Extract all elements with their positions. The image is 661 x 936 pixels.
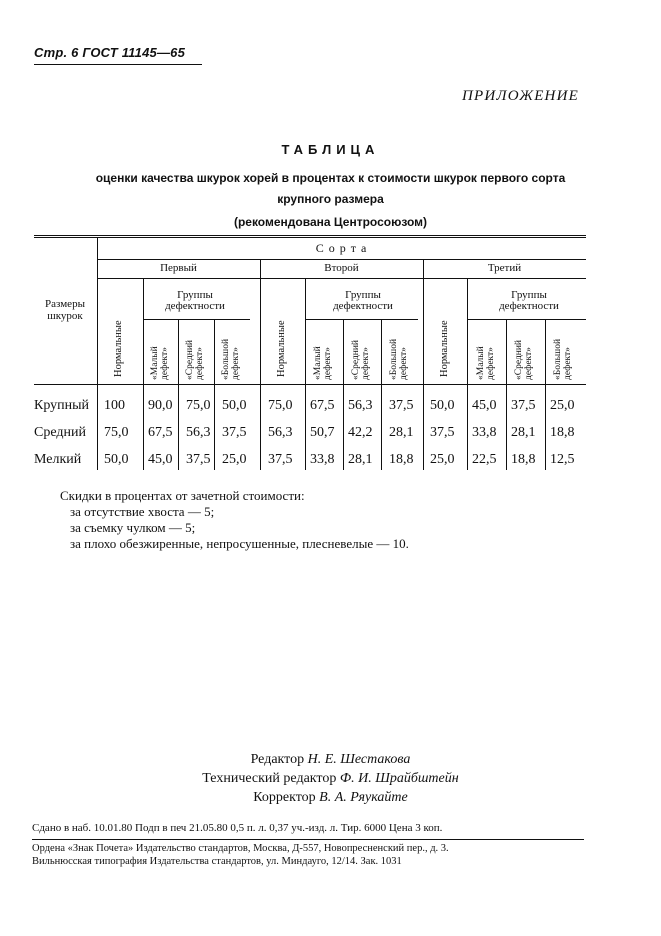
vrule-d23 (381, 319, 382, 470)
table-cell: 28,1 (348, 452, 373, 467)
corrector-label: Корректор (253, 790, 316, 805)
row-size-medium: Средний (34, 425, 86, 440)
table-cell: 18,8 (511, 452, 536, 467)
defect-rule-2 (305, 319, 418, 320)
vrule-d32 (506, 319, 507, 470)
table-cell: 37,5 (430, 425, 455, 440)
vrule-sort-3 (423, 259, 424, 470)
sort-third-header: Третий (487, 262, 522, 274)
table-cell: 56,3 (348, 398, 373, 413)
table-top-rule-inner (34, 237, 586, 238)
table-cell: 28,1 (511, 425, 536, 440)
normal-header-3: Нормальные (439, 320, 450, 377)
defect-groups-header-2: Группы дефектности (333, 289, 393, 312)
group-rule (97, 278, 586, 279)
table-top-rule (34, 235, 586, 236)
page-header: Стр. 6 ГОСТ 11145—65 (34, 45, 185, 60)
small-defect-header-3: «Малый дефект» (476, 346, 496, 380)
table-cell: 37,5 (511, 398, 536, 413)
medium-defect-header-2: «Средний дефект» (351, 339, 371, 380)
table-cell: 33,8 (472, 425, 497, 440)
defect-groups-header-1: Группы дефектности (165, 289, 225, 312)
large-defect-header-1: «Большой дефект» (221, 338, 241, 380)
subtitle-line-2: крупного размера (277, 192, 384, 206)
small-defect-header-1: «Малый дефект» (150, 346, 170, 380)
vrule-n3 (467, 278, 468, 470)
vrule-d13 (214, 319, 215, 470)
note-item: за плохо обезжиренные, непросушенные, плесневелые — 10. (70, 536, 409, 551)
tech-editor-label: Технический редактор (202, 771, 337, 786)
table-cell: 25,0 (550, 398, 575, 413)
table-cell: 56,3 (186, 425, 211, 440)
table-cell: 67,5 (310, 398, 335, 413)
table-cell: 75,0 (186, 398, 211, 413)
sorts-header: С о р т а (315, 241, 368, 255)
vrule-n1 (143, 278, 144, 470)
table-cell: 28,1 (389, 425, 414, 440)
defect-groups-header-3: Группы дефектности (499, 289, 559, 312)
vrule-d33 (545, 319, 546, 470)
sort-second-header: Второй (324, 262, 359, 274)
vrule-d22 (343, 319, 344, 470)
corrector-name: В. А. Ряукайте (319, 790, 408, 805)
imprint-line: Сдано в наб. 10.01.80 Подп в печ 21.05.80 0,5 п. л. 0,37 уч.-изд. л. Тир. 6000 Цена 3 коп. (32, 822, 443, 834)
vrule-n2 (305, 278, 306, 470)
header-bottom-rule (34, 384, 586, 385)
table-cell: 25,0 (222, 452, 247, 467)
vrule-d12 (178, 319, 179, 470)
table-cell: 90,0 (148, 398, 173, 413)
table-cell: 50,0 (222, 398, 247, 413)
large-defect-header-3: «Большой дефект» (553, 338, 573, 380)
table-cell: 50,0 (430, 398, 455, 413)
editor-line (0, 750, 661, 769)
defect-rule-1 (143, 319, 250, 320)
table-cell: 18,8 (389, 452, 414, 467)
row-size-large: Крупный (34, 398, 90, 413)
vrule-sort-2 (260, 259, 261, 470)
tech-editor-line (0, 769, 661, 788)
table-cell: 67,5 (148, 425, 173, 440)
table-cell: 22,5 (472, 452, 497, 467)
medium-defect-header-3: «Средний дефект» (514, 339, 534, 380)
table-cell: 25,0 (430, 452, 455, 467)
notes-intro: Скидки в процентах от зачетной стоимости: (60, 488, 305, 503)
size-column-header: Размеры шкурок (45, 298, 85, 322)
table-cell: 75,0 (104, 425, 129, 440)
subtitle-line-1: оценки качества шкурок хорей в процентах к стоимости шкурок первого сорта (95, 171, 566, 185)
table-cell: 18,8 (550, 425, 575, 440)
subtitle-line-3: (рекомендована Центросоюзом) (233, 215, 428, 229)
corrector-line (0, 788, 661, 807)
normal-header-2: Нормальные (276, 320, 287, 377)
table-title: ТАБЛИЦА (281, 142, 380, 157)
table-cell: 37,5 (268, 452, 293, 467)
table-cell: 75,0 (268, 398, 293, 413)
note-item: за съемку чулком — 5; (70, 520, 196, 535)
row-size-small: Мелкий (34, 452, 82, 467)
table-cell: 12,5 (550, 452, 575, 467)
table-cell: 33,8 (310, 452, 335, 467)
table-cell: 56,3 (268, 425, 293, 440)
normal-header-1: Нормальные (113, 320, 124, 377)
small-defect-header-2: «Малый дефект» (313, 346, 333, 380)
tech-editor-name: Ф. И. Шрайбштейн (339, 771, 459, 786)
table-cell: 42,2 (348, 425, 373, 440)
editor-label: Редактор (250, 752, 305, 767)
sort-first-header: Первый (160, 262, 197, 274)
large-defect-header-2: «Большой дефект» (389, 338, 409, 380)
footer-rule (32, 839, 584, 840)
table-cell: 50,0 (104, 452, 129, 467)
appendix-label: ПРИЛОЖЕНИЕ (462, 88, 579, 104)
defect-rule-3 (467, 319, 586, 320)
medium-defect-header-1: «Средний дефект» (185, 339, 205, 380)
sorts-rule (97, 259, 586, 260)
discount-notes (60, 488, 409, 552)
editor-name: Н. Е. Шестакова (307, 752, 411, 767)
table-cell: 50,7 (310, 425, 335, 440)
table-cell: 37,5 (222, 425, 247, 440)
table-cell: 100 (104, 398, 125, 413)
table-cell: 37,5 (186, 452, 211, 467)
table-cell: 37,5 (389, 398, 414, 413)
table-cell: 45,0 (472, 398, 497, 413)
table-cell: 45,0 (148, 452, 173, 467)
note-item: за отсутствие хвоста — 5; (70, 504, 215, 519)
publisher-line-1: Ордена «Знак Почета» Издательство стандартов, Москва, Д-557, Новопресненский пер., д. 3. (32, 843, 449, 854)
publisher-line-2: Вильнюсская типография Издательства стандартов, ул. Миндауго, 12/14. Зак. 1031 (32, 856, 402, 867)
